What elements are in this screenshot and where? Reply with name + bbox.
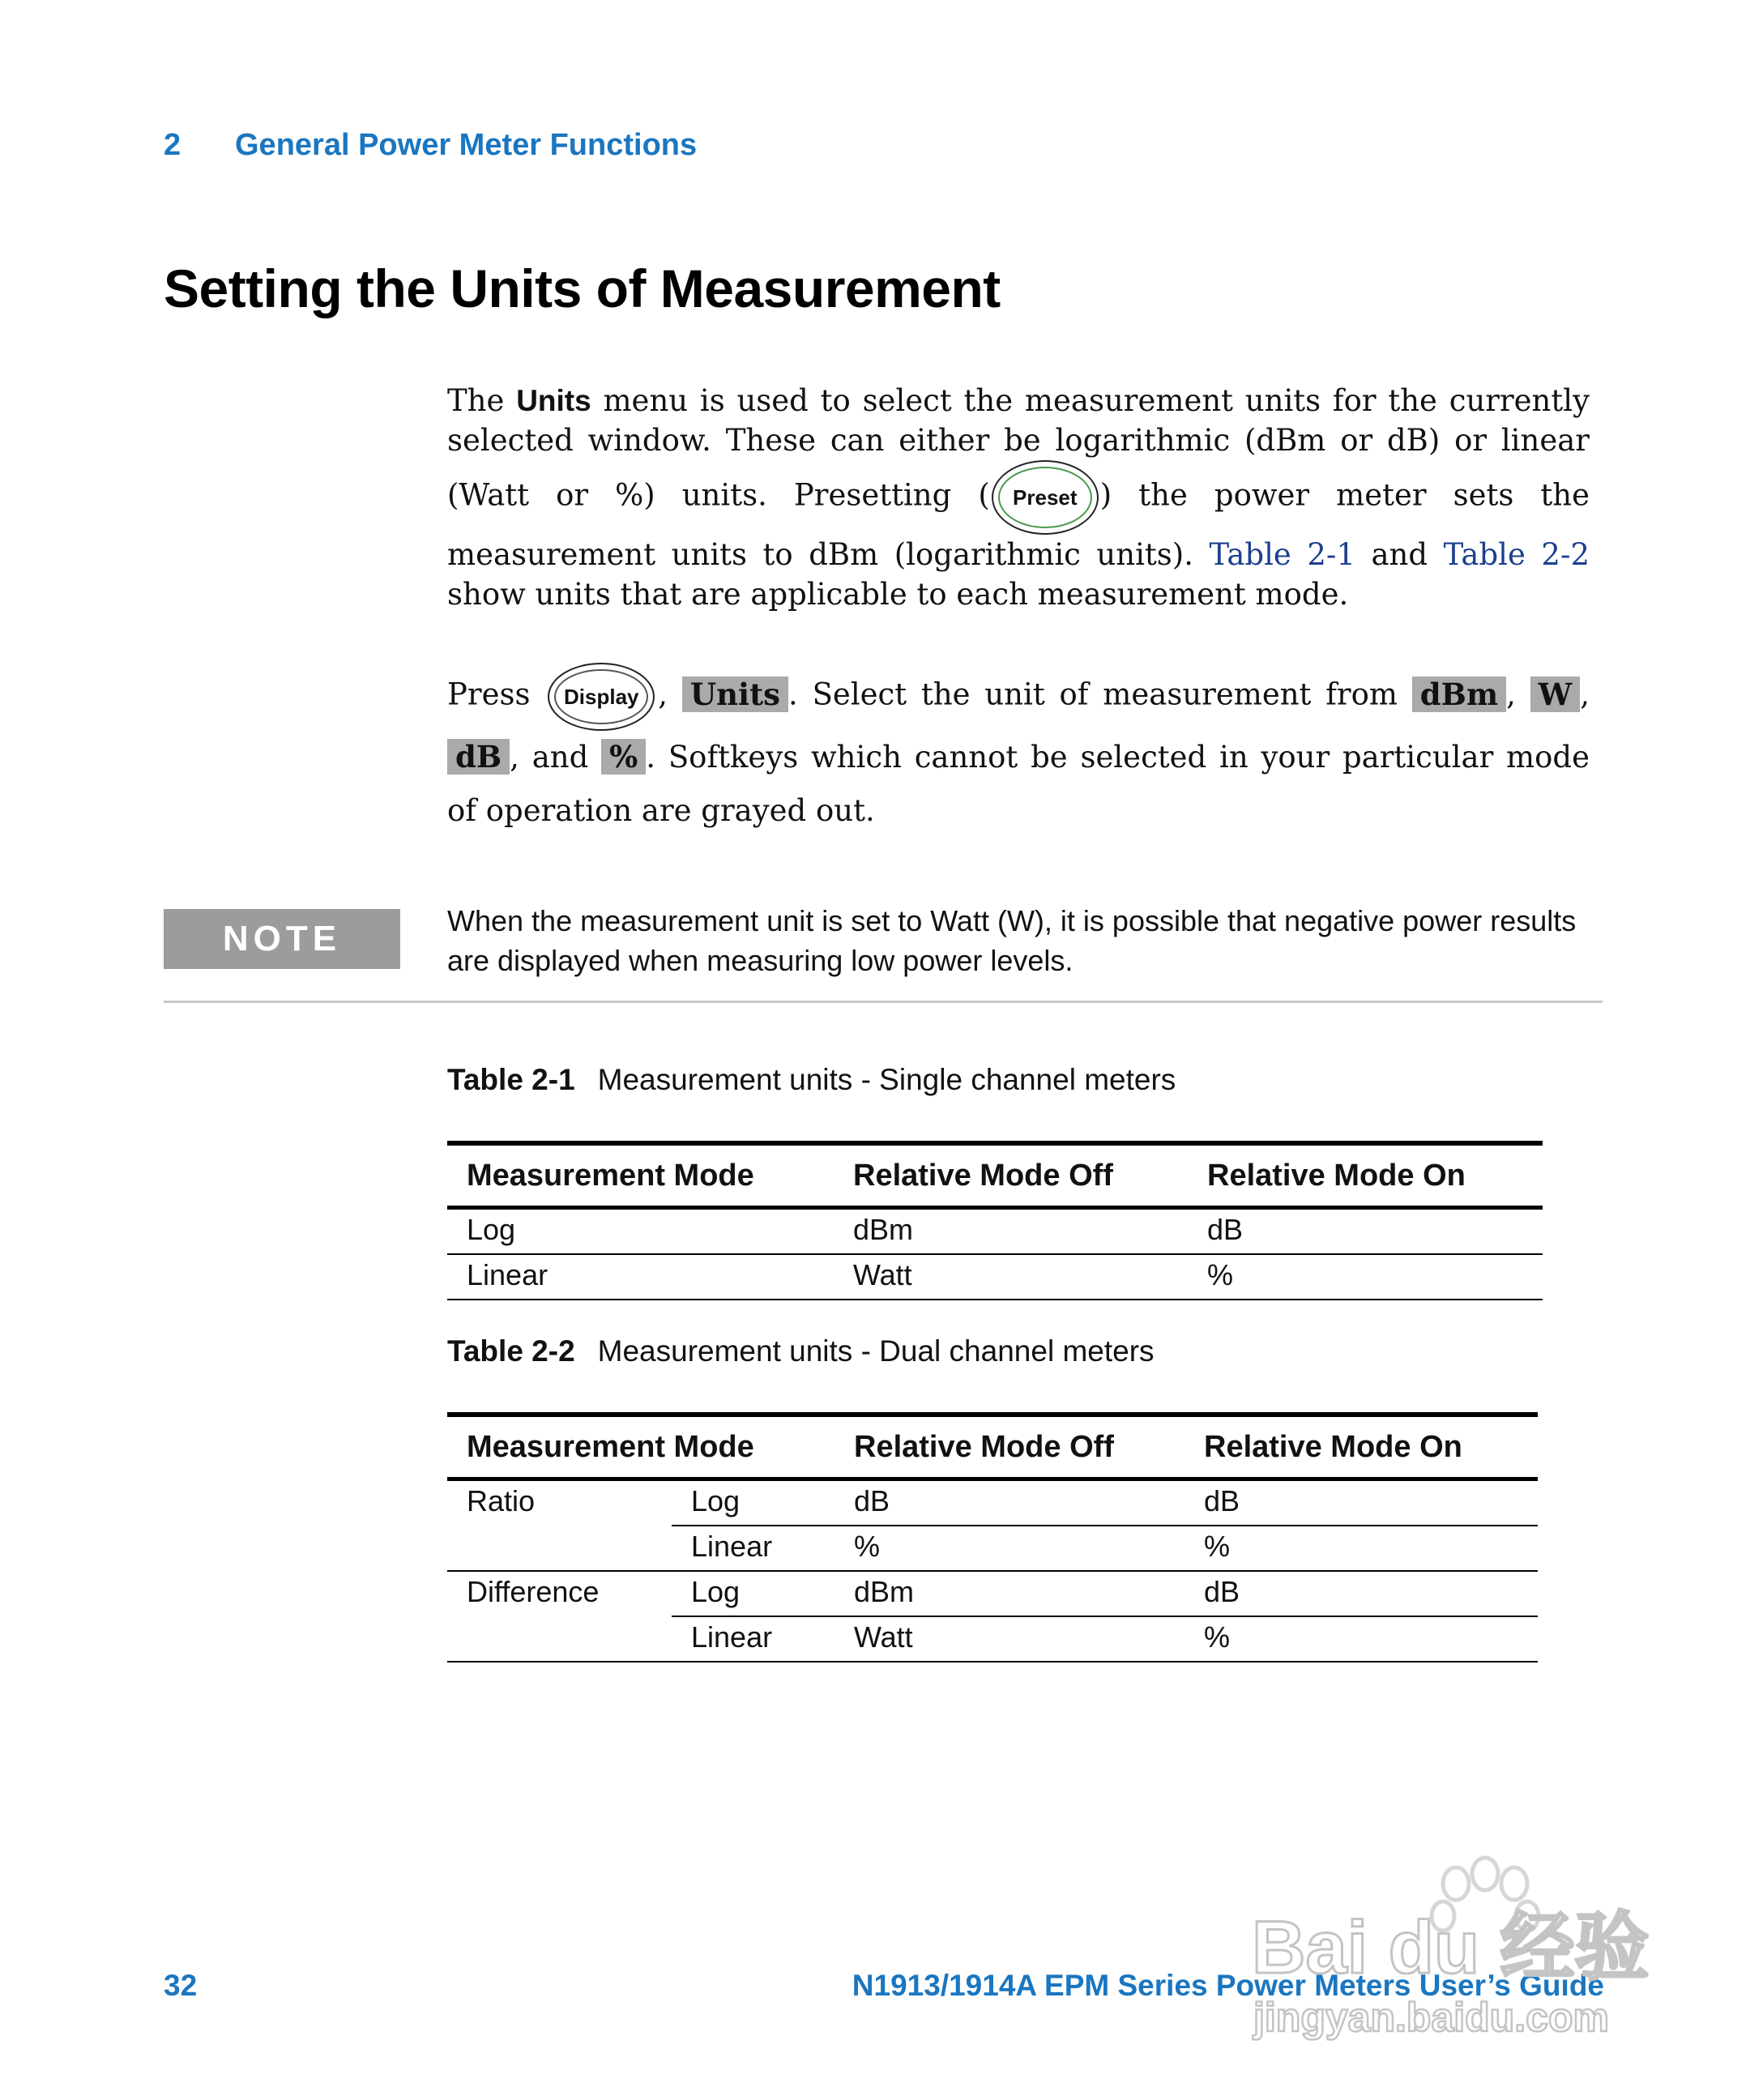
intro-paragraph: The Units menu is used to select the measurement units for the currently selected window. These can either be logarithmic (dBm or dB) or linear (Watt or %) units. Presetting ( Preset ) the power meter sets the measurement units to dBm (logarithmic units). Table 2-1 and Table 2-2 show units that are applicable to each measurement mode. (447, 383, 1590, 612)
preset-key-label: Preset (998, 467, 1092, 528)
dbm-softkey[interactable]: dBm (1412, 677, 1506, 712)
column-header: Relative Mode Off (834, 1143, 1188, 1208)
table-2-1-title: Measurement units - Single channel meters (597, 1063, 1176, 1096)
table-cell: % (834, 1526, 1184, 1571)
column-header: Relative Mode On (1184, 1415, 1538, 1479)
preset-key[interactable] (992, 460, 1099, 535)
table-cell: Watt (834, 1616, 1184, 1662)
table-cell: dBm (834, 1208, 1188, 1255)
table-header-row (447, 1143, 1543, 1208)
table-cell: Log (672, 1571, 834, 1616)
document-title: N1913/1914A EPM Series Power Meters User’s Guide (852, 1969, 1604, 2002)
table-cell: % (1188, 1254, 1543, 1300)
table-row (447, 1571, 1538, 1616)
baidu-watermark (1244, 1851, 1665, 2046)
table-cell: % (1184, 1616, 1538, 1662)
note-label: NOTE (164, 909, 400, 969)
mode-group-cell: Difference (467, 1575, 600, 1608)
chapter-number: 2 (164, 128, 181, 162)
note-text: When the measurement unit is set to Watt (W), it is possible that negative power results are displayed when measuring low power levels. (447, 904, 1577, 977)
table-cell: dB (834, 1479, 1184, 1526)
table-cell: Linear (672, 1616, 834, 1662)
percent-softkey[interactable]: % (601, 739, 646, 775)
chapter-header (164, 128, 697, 163)
table-header-row (447, 1415, 1538, 1479)
table-cell: Linear (447, 1254, 834, 1300)
note-divider (164, 1001, 1603, 1003)
chapter-title: General Power Meter Functions (235, 128, 698, 162)
mode-group-spacer (447, 1616, 672, 1662)
db-softkey[interactable]: dB (447, 739, 510, 775)
table-cell: Linear (672, 1526, 834, 1571)
mode-group-cell: Ratio (467, 1484, 536, 1517)
table-2-2-title: Measurement units - Dual channel meters (597, 1334, 1155, 1368)
display-key-label: Display (554, 669, 648, 724)
table-cell: dB (1188, 1208, 1543, 1255)
table-cell: Log (447, 1208, 834, 1255)
watermark-brand: Bai du 经验 (1252, 1906, 1650, 1989)
column-header: Measurement Mode (447, 1415, 834, 1479)
table-row (447, 1208, 1543, 1255)
table-row (447, 1254, 1543, 1300)
w-softkey[interactable]: W (1530, 677, 1581, 712)
column-header: Measurement Mode (447, 1143, 834, 1208)
table-2-2 (447, 1412, 1538, 1662)
units-menu-name: Units (516, 384, 591, 417)
press-paragraph: Press Display , Units . Select the unit of measurement from dBm , W , dB , and % . Softkeys which cannot be selected in your particular mode of operation are grayed out. (447, 663, 1590, 838)
table-2-2-caption (447, 1334, 1155, 1368)
table-cell: dB (1184, 1571, 1538, 1616)
table-2-2-link[interactable]: Table 2-2 (1443, 537, 1590, 572)
table-cell: % (1184, 1526, 1538, 1571)
display-key[interactable] (548, 663, 655, 731)
table-cell: Log (672, 1479, 834, 1526)
table-2-2-label: Table 2-2 (447, 1334, 575, 1368)
column-header: Relative Mode On (1188, 1143, 1543, 1208)
table-cell: dB (1184, 1479, 1538, 1526)
table-row (447, 1616, 1538, 1662)
mode-group-spacer (447, 1526, 672, 1571)
table-2-1-caption (447, 1063, 1176, 1097)
table-row (447, 1479, 1538, 1526)
table-2-1-label: Table 2-1 (447, 1063, 575, 1096)
units-softkey[interactable]: Units (682, 677, 788, 712)
column-header: Relative Mode Off (834, 1415, 1184, 1479)
table-row (447, 1526, 1538, 1571)
table-cell: Watt (834, 1254, 1188, 1300)
table-2-1 (447, 1141, 1543, 1300)
page-number: 32 (164, 1969, 198, 2002)
table-cell: dBm (834, 1571, 1184, 1616)
watermark-url: jingyan.baidu.com (1253, 1995, 1609, 2040)
page-title: Setting the Units of Measurement (164, 258, 1001, 318)
table-2-1-link[interactable]: Table 2-1 (1209, 537, 1355, 572)
